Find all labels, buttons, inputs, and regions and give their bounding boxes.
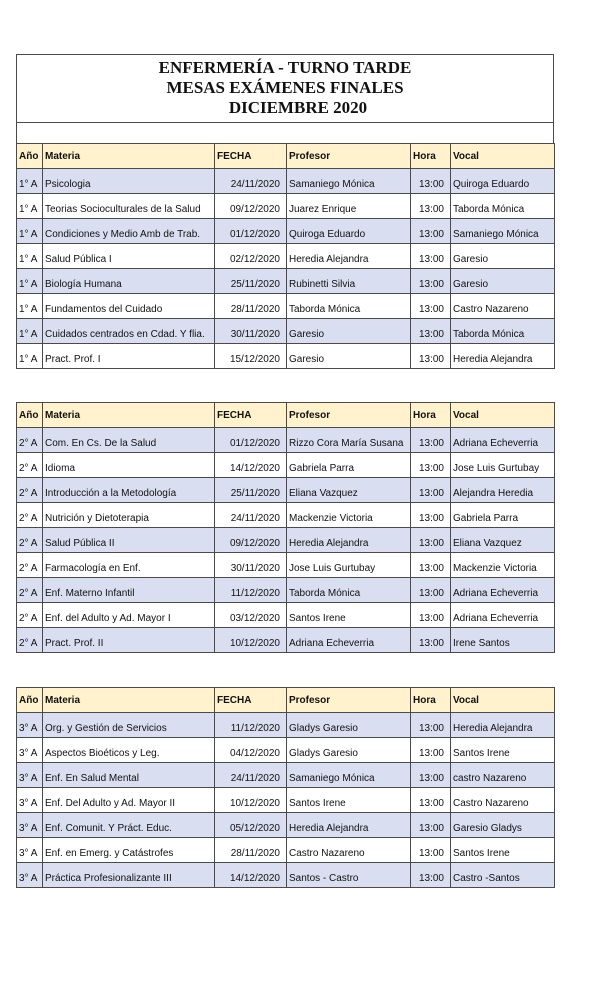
cell-profesor: Rubinetti Silvia — [287, 269, 411, 294]
cell-vocal: Garesio — [451, 269, 555, 294]
cell-hora: 13:00 — [411, 603, 451, 628]
cell-fecha: 30/11/2020 — [215, 553, 287, 578]
cell-profesor: Jose Luis Gurtubay — [287, 553, 411, 578]
cell-ano: 3° A — [17, 863, 43, 888]
cell-materia: Fundamentos del Cuidado — [43, 294, 215, 319]
column-header-ano: Año — [17, 403, 43, 428]
cell-profesor: Juarez Enrique — [287, 194, 411, 219]
cell-materia: Introducción a la Metodología — [43, 478, 215, 503]
cell-ano: 3° A — [17, 788, 43, 813]
exam-table-2nd-year — [16, 402, 554, 653]
cell-materia: Enf. Materno Infantil — [43, 578, 215, 603]
table-row — [17, 838, 555, 863]
cell-materia: Salud Pública I — [43, 244, 215, 269]
cell-profesor: Santos Irene — [287, 603, 411, 628]
cell-profesor: Taborda Mónica — [287, 294, 411, 319]
cell-ano: 3° A — [17, 713, 43, 738]
cell-profesor: Garesio — [287, 319, 411, 344]
cell-ano: 1° A — [17, 169, 43, 194]
cell-ano: 2° A — [17, 578, 43, 603]
cell-vocal: Taborda Mónica — [451, 319, 555, 344]
blank-spacer-row — [16, 122, 554, 144]
cell-hora: 13:00 — [411, 528, 451, 553]
table-row — [17, 503, 555, 528]
table-header-row — [17, 688, 555, 713]
table-row — [17, 194, 555, 219]
cell-profesor: Adriana Echeverria — [287, 628, 411, 653]
cell-profesor: Heredia Alejandra — [287, 813, 411, 838]
table-row — [17, 478, 555, 503]
column-header-materia: Materia — [43, 688, 215, 713]
cell-fecha: 03/12/2020 — [215, 603, 287, 628]
cell-vocal: Garesio — [451, 244, 555, 269]
table-row — [17, 269, 555, 294]
table-row — [17, 319, 555, 344]
cell-hora: 13:00 — [411, 453, 451, 478]
cell-hora: 13:00 — [411, 269, 451, 294]
cell-ano: 1° A — [17, 294, 43, 319]
cell-fecha: 09/12/2020 — [215, 528, 287, 553]
cell-hora: 13:00 — [411, 244, 451, 269]
cell-profesor: Taborda Mónica — [287, 578, 411, 603]
cell-fecha: 24/11/2020 — [215, 503, 287, 528]
cell-fecha: 02/12/2020 — [215, 244, 287, 269]
column-header-hora: Hora — [411, 403, 451, 428]
cell-fecha: 25/11/2020 — [215, 478, 287, 503]
table-row — [17, 219, 555, 244]
title-line-3: DICIEMBRE 2020 — [228, 98, 368, 117]
cell-hora: 13:00 — [411, 763, 451, 788]
cell-profesor: Santos Irene — [287, 788, 411, 813]
cell-profesor: Gladys Garesio — [287, 713, 411, 738]
cell-vocal: Castro -Santos — [451, 863, 555, 888]
table-header-row — [17, 144, 555, 169]
cell-hora: 13:00 — [411, 478, 451, 503]
cell-vocal: Quiroga Eduardo — [451, 169, 555, 194]
cell-ano: 1° A — [17, 219, 43, 244]
cell-hora: 13:00 — [411, 428, 451, 453]
cell-materia: Org. y Gestión de Servicios — [43, 713, 215, 738]
cell-ano: 3° A — [17, 763, 43, 788]
column-header-materia: Materia — [43, 403, 215, 428]
cell-materia: Enf. En Salud Mental — [43, 763, 215, 788]
cell-ano: 3° A — [17, 838, 43, 863]
cell-profesor: Gabriela Parra — [287, 453, 411, 478]
cell-vocal: Castro Nazareno — [451, 294, 555, 319]
cell-vocal: Irene Santos — [451, 628, 555, 653]
cell-ano: 2° A — [17, 503, 43, 528]
cell-fecha: 24/11/2020 — [215, 763, 287, 788]
cell-ano: 2° A — [17, 628, 43, 653]
cell-vocal: Adriana Echeverria — [451, 428, 555, 453]
column-header-materia: Materia — [43, 144, 215, 169]
cell-fecha: 15/12/2020 — [215, 344, 287, 369]
column-header-vocal: Vocal — [451, 144, 555, 169]
table-row — [17, 244, 555, 269]
cell-vocal: Santos Irene — [451, 738, 555, 763]
cell-hora: 13:00 — [411, 169, 451, 194]
cell-materia: Biología Humana — [43, 269, 215, 294]
table-row — [17, 344, 555, 369]
cell-profesor: Garesio — [287, 344, 411, 369]
cell-profesor: Heredia Alejandra — [287, 244, 411, 269]
cell-vocal: Alejandra Heredia — [451, 478, 555, 503]
cell-hora: 13:00 — [411, 219, 451, 244]
table-row — [17, 713, 555, 738]
cell-vocal: Taborda Mónica — [451, 194, 555, 219]
cell-profesor: Eliana Vazquez — [287, 478, 411, 503]
cell-materia: Nutrición y Dietoterapia — [43, 503, 215, 528]
cell-vocal: Adriana Echeverria — [451, 578, 555, 603]
cell-profesor: Castro Nazareno — [287, 838, 411, 863]
column-header-profesor: Profesor — [287, 688, 411, 713]
cell-materia: Idioma — [43, 453, 215, 478]
cell-hora: 13:00 — [411, 863, 451, 888]
cell-fecha: 11/12/2020 — [215, 713, 287, 738]
column-header-vocal: Vocal — [451, 688, 555, 713]
cell-ano: 2° A — [17, 428, 43, 453]
exam-table-1st-year — [16, 143, 554, 369]
table-row — [17, 813, 555, 838]
cell-ano: 1° A — [17, 269, 43, 294]
column-header-hora: Hora — [411, 688, 451, 713]
exam-table — [16, 143, 555, 369]
table-row — [17, 738, 555, 763]
cell-vocal: Adriana Echeverria — [451, 603, 555, 628]
column-header-fecha: FECHA — [215, 144, 287, 169]
cell-fecha: 11/12/2020 — [215, 578, 287, 603]
column-header-fecha: FECHA — [215, 403, 287, 428]
cell-fecha: 01/12/2020 — [215, 428, 287, 453]
cell-vocal: Jose Luis Gurtubay — [451, 453, 555, 478]
column-header-ano: Año — [17, 144, 43, 169]
cell-fecha: 30/11/2020 — [215, 319, 287, 344]
cell-hora: 13:00 — [411, 838, 451, 863]
column-header-ano: Año — [17, 688, 43, 713]
cell-hora: 13:00 — [411, 578, 451, 603]
cell-vocal: Samaniego Mónica — [451, 219, 555, 244]
cell-materia: Pract. Prof. II — [43, 628, 215, 653]
cell-materia: Enf. en Emerg. y Catástrofes — [43, 838, 215, 863]
cell-ano: 3° A — [17, 738, 43, 763]
cell-vocal: Santos Irene — [451, 838, 555, 863]
cell-hora: 13:00 — [411, 319, 451, 344]
exam-table-3rd-year — [16, 687, 554, 888]
cell-profesor: Heredia Alejandra — [287, 528, 411, 553]
cell-hora: 13:00 — [411, 788, 451, 813]
cell-vocal: Gabriela Parra — [451, 503, 555, 528]
cell-ano: 3° A — [17, 813, 43, 838]
cell-materia: Cuidados centrados en Cdad. Y flia. — [43, 319, 215, 344]
table-row — [17, 603, 555, 628]
cell-vocal: Heredia Alejandra — [451, 344, 555, 369]
cell-hora: 13:00 — [411, 294, 451, 319]
cell-ano: 1° A — [17, 194, 43, 219]
cell-vocal: Castro Nazareno — [451, 788, 555, 813]
table-header-row — [17, 403, 555, 428]
table-row — [17, 428, 555, 453]
table-row — [17, 863, 555, 888]
cell-fecha: 28/11/2020 — [215, 294, 287, 319]
cell-materia: Farmacología en Enf. — [43, 553, 215, 578]
cell-hora: 13:00 — [411, 344, 451, 369]
cell-materia: Salud Pública II — [43, 528, 215, 553]
column-header-fecha: FECHA — [215, 688, 287, 713]
cell-materia: Psicologia — [43, 169, 215, 194]
cell-ano: 1° A — [17, 319, 43, 344]
cell-materia: Enf. Comunit. Y Práct. Educ. — [43, 813, 215, 838]
cell-fecha: 01/12/2020 — [215, 219, 287, 244]
cell-ano: 1° A — [17, 344, 43, 369]
cell-ano: 2° A — [17, 478, 43, 503]
cell-ano: 1° A — [17, 244, 43, 269]
exam-table — [16, 687, 555, 888]
cell-materia: Condiciones y Medio Amb de Trab. — [43, 219, 215, 244]
cell-materia: Aspectos Bioéticos y Leg. — [43, 738, 215, 763]
cell-fecha: 25/11/2020 — [215, 269, 287, 294]
cell-vocal: Heredia Alejandra — [451, 713, 555, 738]
table-row — [17, 788, 555, 813]
cell-materia: Com. En Cs. De la Salud — [43, 428, 215, 453]
cell-materia: Enf. del Adulto y Ad. Mayor I — [43, 603, 215, 628]
cell-materia: Pract. Prof. I — [43, 344, 215, 369]
column-header-hora: Hora — [411, 144, 451, 169]
cell-profesor: Mackenzie Victoria — [287, 503, 411, 528]
cell-profesor: Samaniego Mónica — [287, 169, 411, 194]
cell-materia: Enf. Del Adulto y Ad. Mayor II — [43, 788, 215, 813]
cell-vocal: Mackenzie Victoria — [451, 553, 555, 578]
table-row — [17, 169, 555, 194]
cell-vocal: Garesio Gladys — [451, 813, 555, 838]
cell-hora: 13:00 — [411, 813, 451, 838]
table-row — [17, 628, 555, 653]
cell-ano: 2° A — [17, 553, 43, 578]
cell-hora: 13:00 — [411, 194, 451, 219]
cell-fecha: 10/12/2020 — [215, 788, 287, 813]
document-title — [16, 54, 554, 123]
cell-fecha: 24/11/2020 — [215, 169, 287, 194]
cell-hora: 13:00 — [411, 628, 451, 653]
table-row — [17, 763, 555, 788]
table-row — [17, 553, 555, 578]
cell-ano: 2° A — [17, 453, 43, 478]
cell-fecha: 28/11/2020 — [215, 838, 287, 863]
cell-fecha: 10/12/2020 — [215, 628, 287, 653]
cell-fecha: 14/12/2020 — [215, 863, 287, 888]
cell-vocal: Eliana Vazquez — [451, 528, 555, 553]
table-row — [17, 528, 555, 553]
exam-table — [16, 402, 555, 653]
column-header-profesor: Profesor — [287, 403, 411, 428]
cell-fecha: 09/12/2020 — [215, 194, 287, 219]
cell-hora: 13:00 — [411, 738, 451, 763]
column-header-vocal: Vocal — [451, 403, 555, 428]
cell-hora: 13:00 — [411, 553, 451, 578]
cell-profesor: Quiroga Eduardo — [287, 219, 411, 244]
cell-materia: Teorias Socioculturales de la Salud — [43, 194, 215, 219]
title-line-2: MESAS EXÁMENES FINALES — [166, 78, 404, 97]
cell-ano: 2° A — [17, 528, 43, 553]
table-row — [17, 578, 555, 603]
cell-profesor: Rizzo Cora María Susana — [287, 428, 411, 453]
column-header-profesor: Profesor — [287, 144, 411, 169]
cell-hora: 13:00 — [411, 713, 451, 738]
cell-hora: 13:00 — [411, 503, 451, 528]
cell-profesor: Santos - Castro — [287, 863, 411, 888]
cell-materia: Práctica Profesionalizante III — [43, 863, 215, 888]
table-row — [17, 294, 555, 319]
cell-profesor: Samaniego Mónica — [287, 763, 411, 788]
cell-fecha: 14/12/2020 — [215, 453, 287, 478]
cell-ano: 2° A — [17, 603, 43, 628]
cell-profesor: Gladys Garesio — [287, 738, 411, 763]
table-row — [17, 453, 555, 478]
cell-vocal: castro Nazareno — [451, 763, 555, 788]
cell-fecha: 04/12/2020 — [215, 738, 287, 763]
cell-fecha: 05/12/2020 — [215, 813, 287, 838]
title-line-1: ENFERMERÍA - TURNO TARDE — [158, 58, 412, 77]
